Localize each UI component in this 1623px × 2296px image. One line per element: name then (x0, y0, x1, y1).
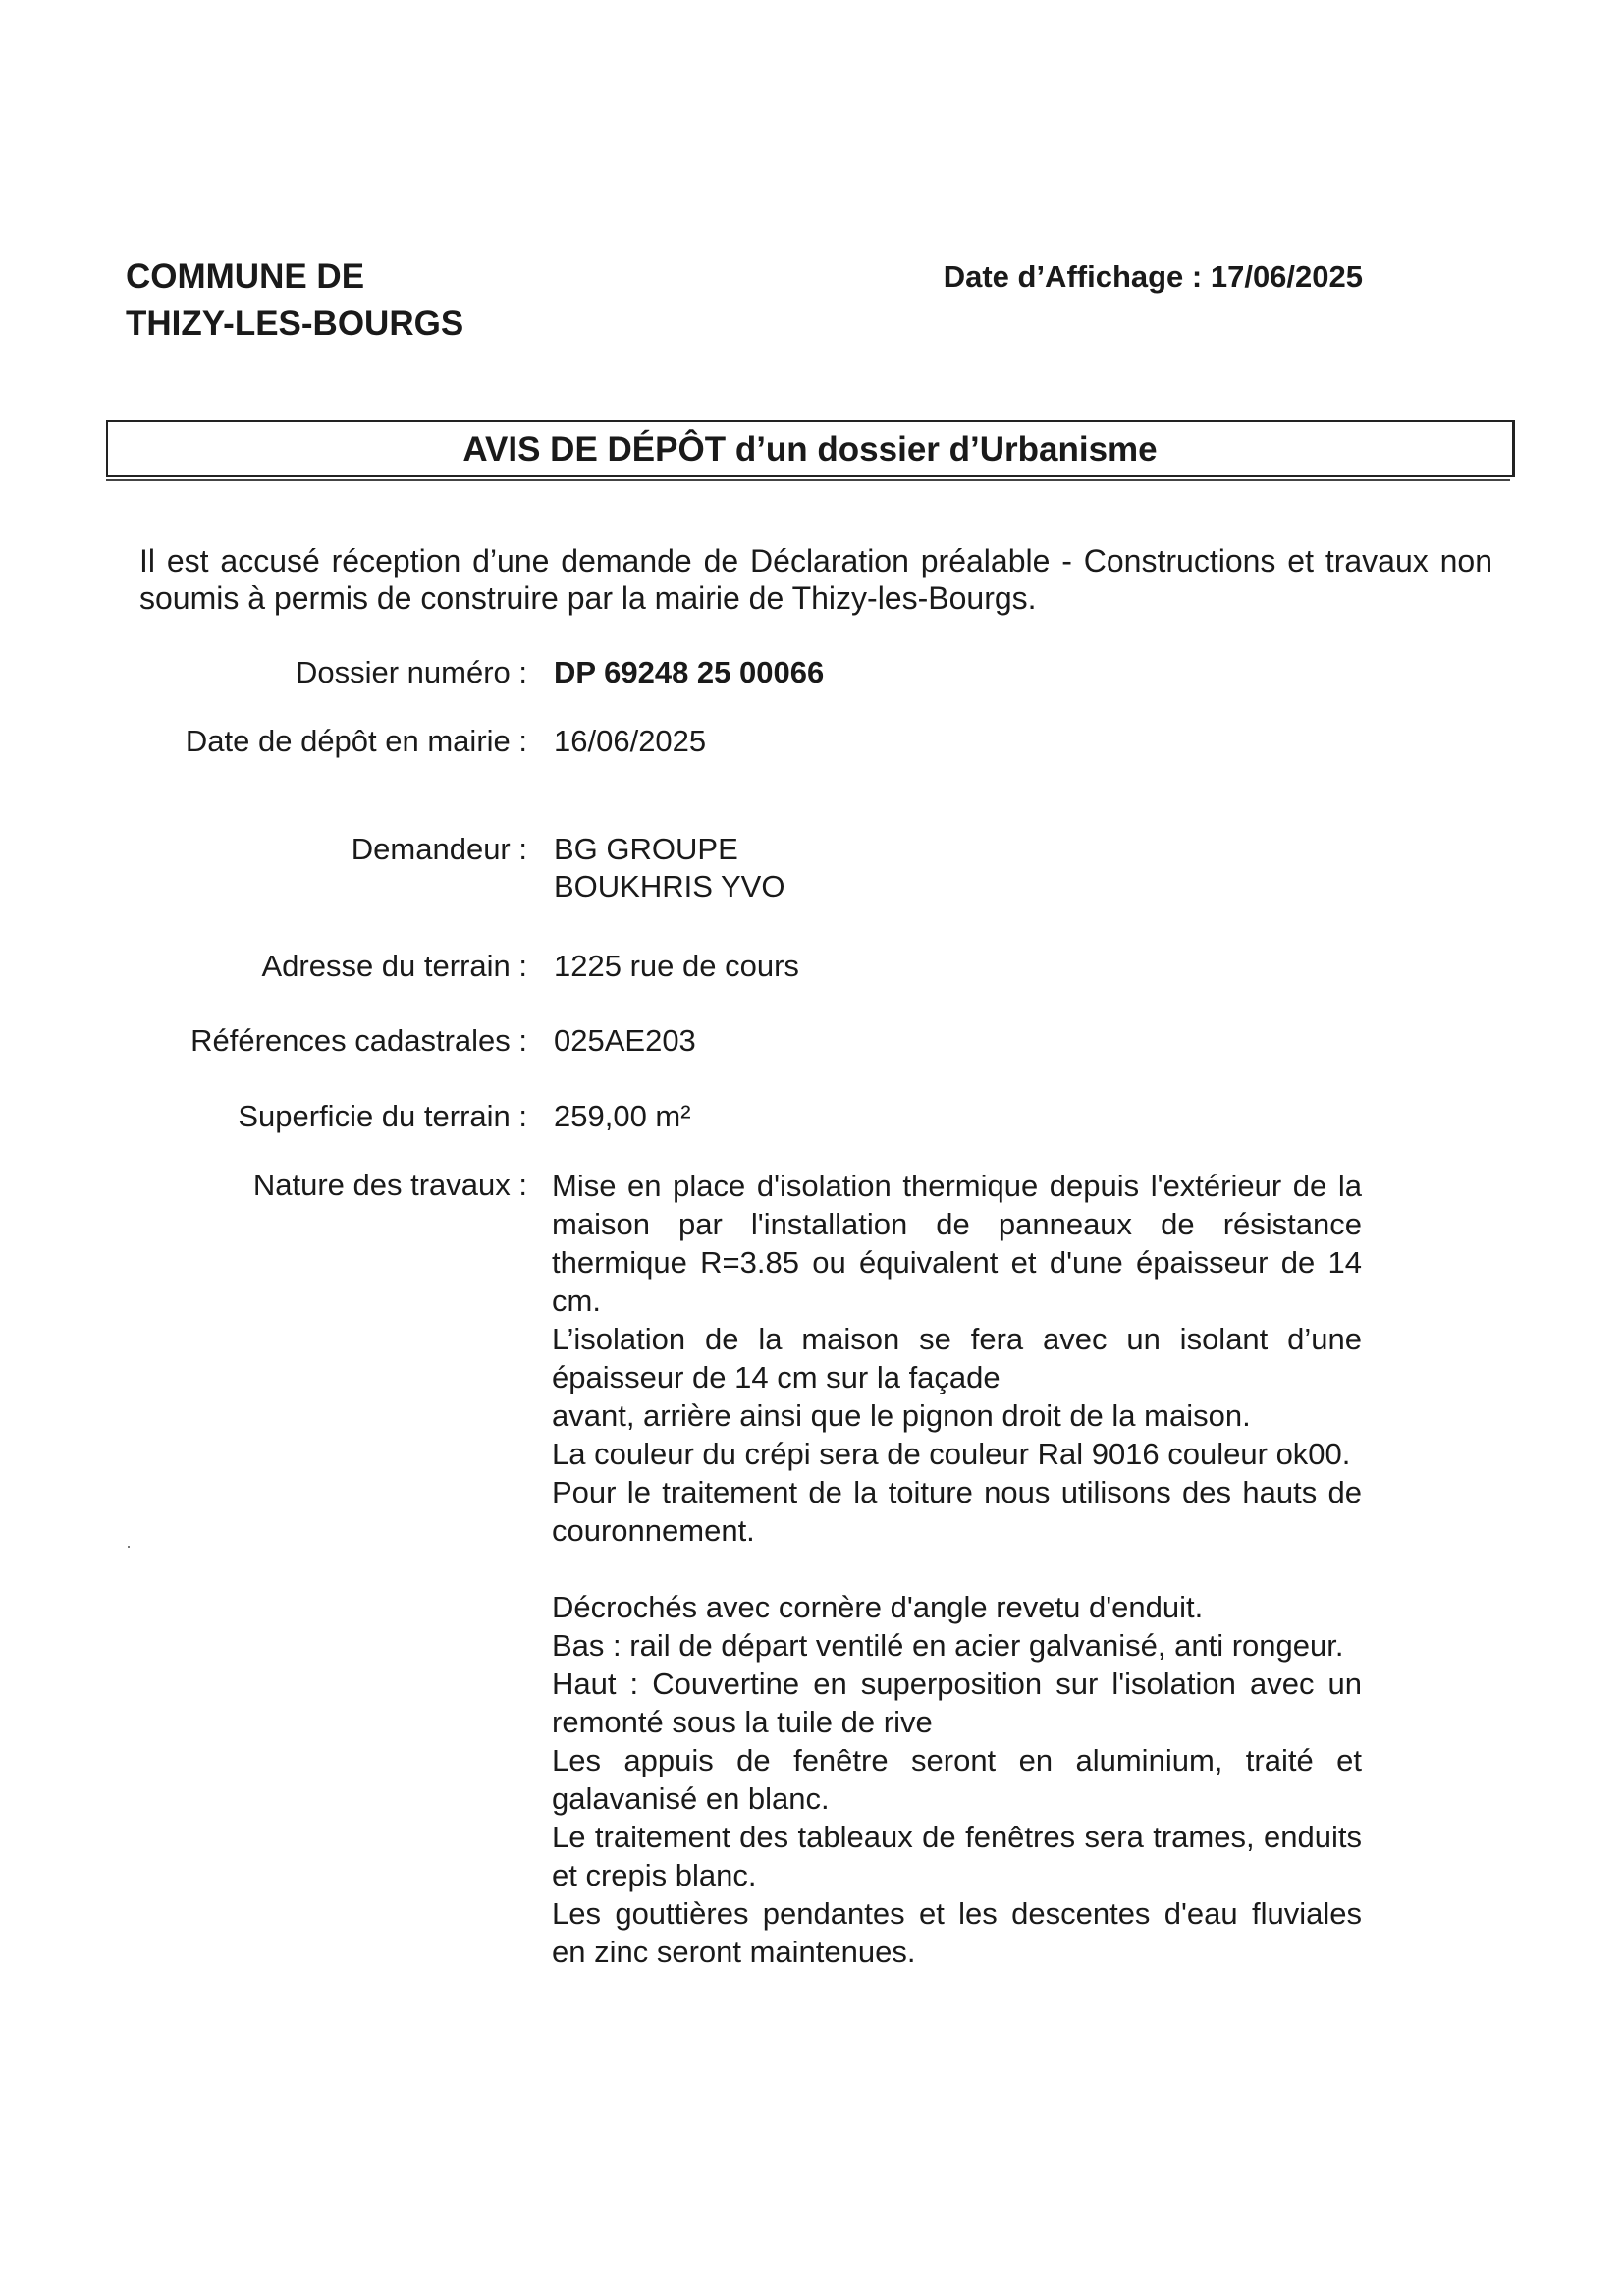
value-adresse: 1225 rue de cours (554, 949, 799, 983)
nature-paragraph: Les appuis de fenêtre seront en aluminium, traité et galavanisé en blanc. (552, 1743, 1362, 1816)
paragraph-gap (552, 1550, 1362, 1588)
intro-text: Il est accusé réception d’une demande de Déclaration préalable - Constructions et travaux non soumis à permis de construire par la mairie de Thizy-les-Bourgs. (139, 543, 1492, 616)
value-dossier: DP 69248 25 00066 (554, 655, 825, 689)
nature-travaux (552, 1167, 1362, 1971)
label-adresse: Adresse du terrain : (261, 949, 527, 983)
nature-paragraph: Décrochés avec cornère d'angle revetu d'enduit. (552, 1590, 1204, 1624)
nature-paragraph: La couleur du crépi sera de couleur Ral 9016 couleur ok00. (552, 1437, 1351, 1471)
value-date-depot: 16/06/2025 (554, 724, 707, 758)
nature-paragraph: Les gouttières pendantes et les descentes d'eau fluviales en zinc seront maintenues. (552, 1896, 1362, 1969)
commune-line-1: COMMUNE DE (126, 257, 365, 296)
commune-line-2: THIZY-LES-BOURGS (126, 304, 464, 343)
value-superficie: 259,00 m² (554, 1099, 691, 1133)
label-superficie: Superficie du terrain : (238, 1099, 527, 1133)
page-title: AVIS DE DÉPÔT d’un dossier d’Urbanisme (462, 430, 1158, 468)
label-nature: Nature des travaux : (252, 1168, 527, 1202)
nature-paragraph: avant, arrière ainsi que le pignon droit de la maison. (552, 1398, 1251, 1433)
title-underline (106, 479, 1510, 481)
nature-paragraph: Haut : Couvertine en superposition sur l'isolation avec un remonté sous la tuile de rive (552, 1667, 1362, 1739)
scan-speck (128, 1546, 130, 1548)
commune-name (126, 253, 463, 348)
nature-paragraph: Le traitement des tableaux de fenêtres sera trames, enduits et crepis blanc. (552, 1820, 1362, 1892)
value-demandeur-1: BG GROUPE (554, 832, 738, 866)
label-date-depot: Date de dépôt en mairie : (185, 724, 527, 758)
date-affichage: Date d’Affichage : 17/06/2025 (943, 259, 1363, 294)
nature-paragraph: Pour le traitement de la toiture nous utilisons des hauts de couronnement. (552, 1475, 1362, 1548)
title-box (106, 420, 1515, 477)
nature-paragraph: L’isolation de la maison se fera avec un isolant d’une épaisseur de 14 cm sur la façade (552, 1322, 1362, 1394)
nature-paragraph: Mise en place d'isolation thermique depuis l'extérieur de la maison par l'installation de panneaux de résistance thermique R=3.85 ou équivalent et d'une épaisseur de 14 cm. (552, 1169, 1362, 1318)
label-dossier: Dossier numéro : (295, 655, 527, 689)
value-references: 025AE203 (554, 1023, 696, 1058)
nature-paragraph: Bas : rail de départ ventilé en acier galvanisé, anti rongeur. (552, 1628, 1344, 1663)
label-demandeur: Demandeur : (351, 832, 527, 866)
label-references: Références cadastrales : (190, 1023, 527, 1058)
value-demandeur-2: BOUKHRIS YVO (554, 869, 785, 903)
